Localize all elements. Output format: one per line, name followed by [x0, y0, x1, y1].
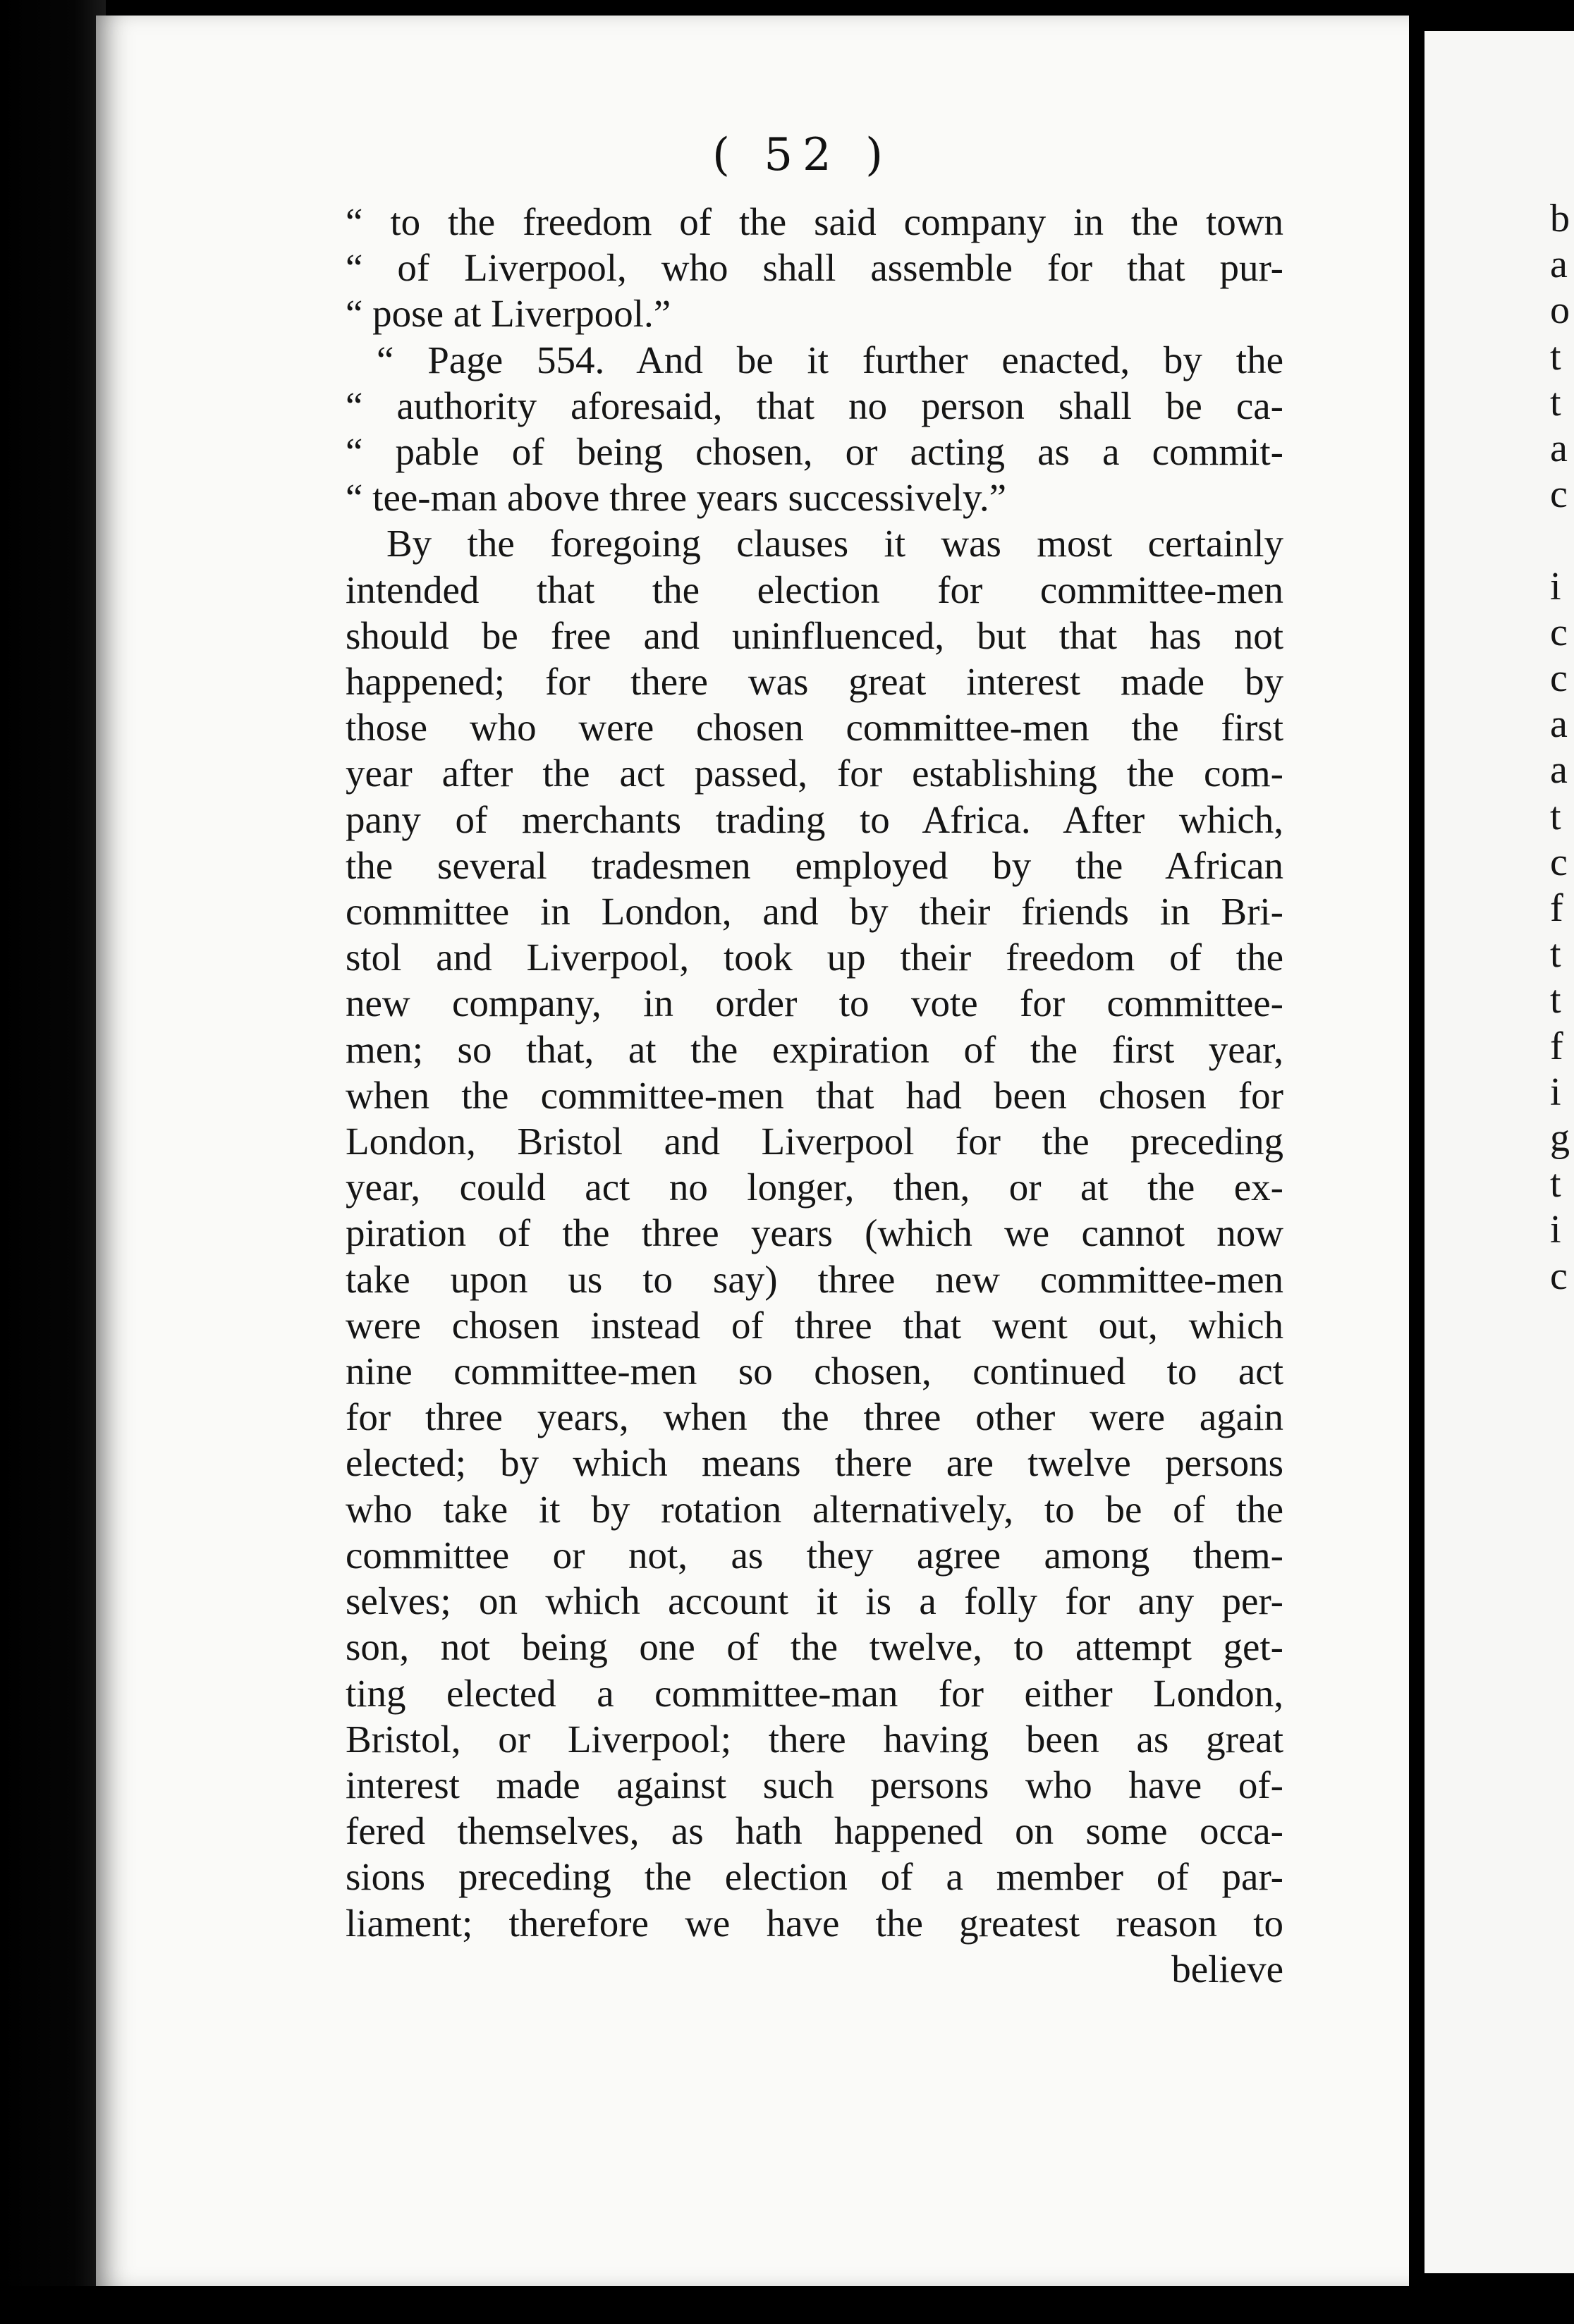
text-line: selves; on which account it is a folly for any per- [346, 1579, 1283, 1623]
page-number-heading: ( 52 ) [712, 129, 893, 181]
page-gutter [1409, 0, 1424, 2324]
text-line: pany of merchants trading to Africa. After which, [346, 797, 1283, 841]
text-line: son, not being one of the twelve, to attempt get- [346, 1625, 1283, 1669]
facing-page-letter: f [1550, 886, 1563, 930]
text-line: men; so that, at the expiration of the first year, [346, 1027, 1283, 1071]
text-line: year, could act no longer, then, or at the ex- [346, 1166, 1283, 1209]
facing-page-letter: o [1550, 288, 1570, 333]
text-line: fered themselves, as hath happened on some occa- [346, 1809, 1283, 1853]
text-line: take upon us to say) three new committee-men [346, 1257, 1283, 1301]
facing-page-letter: i [1550, 564, 1561, 608]
facing-page-letter: i [1550, 1208, 1561, 1252]
text-line: London, Bristol and Liverpool for the preceding [346, 1120, 1283, 1163]
text-line: “ Page 554. And be it further enacted, by the [377, 338, 1283, 381]
text-line: were chosen instead of three that went out, which [346, 1303, 1283, 1347]
book-spine-shadow [0, 0, 106, 2324]
text-line: Bristol, or Liverpool; there having been as great [346, 1717, 1283, 1761]
text-line: By the foregoing clauses it was most certainly [386, 522, 1283, 565]
facing-page-letter: c [1550, 840, 1568, 884]
facing-page-letter: c [1550, 656, 1568, 700]
text-line: “ authority aforesaid, that no person shall be ca- [346, 384, 1283, 427]
facing-page-letter: t [1550, 380, 1561, 424]
facing-page-letter: i [1550, 1070, 1561, 1114]
text-line: who take it by rotation alternatively, to be of the [346, 1487, 1283, 1531]
facing-page-letter: f [1550, 1024, 1563, 1068]
text-line: liament; therefore we have the greatest reason to [346, 1901, 1283, 1945]
text-line: “ pable of being chosen, or acting as a commit- [346, 430, 1283, 474]
facing-page-letter: t [1550, 794, 1561, 838]
facing-page-letter: t [1550, 978, 1561, 1022]
facing-page-letter: t [1550, 1162, 1561, 1206]
text-line: sions preceding the election of a member of par- [346, 1855, 1283, 1899]
facing-page-letter: c [1550, 610, 1568, 654]
facing-page-letter: c [1550, 1254, 1568, 1298]
text-line: the several tradesmen employed by the African [346, 843, 1283, 887]
text-line: committee or not, as they agree among them- [346, 1533, 1283, 1577]
facing-page-letter: a [1550, 748, 1568, 793]
facing-page-letter: a [1550, 702, 1568, 747]
scan-bottom-border [0, 2286, 1574, 2324]
facing-page-letter: a [1550, 243, 1568, 287]
facing-page-letter: g [1550, 1116, 1570, 1160]
text-line: should be free and uninfluenced, but that has not [346, 613, 1283, 657]
text-line: ting elected a committee-man for either London, [346, 1671, 1283, 1715]
facing-page-letter: t [1550, 932, 1561, 977]
text-line: elected; by which means there are twelve persons [346, 1441, 1283, 1485]
facing-page-letter: a [1550, 427, 1568, 470]
text-line: “ pose at Liverpool.” [346, 292, 671, 336]
page-body-text [346, 199, 1283, 1992]
text-line: new company, in order to vote for committee- [346, 981, 1283, 1025]
text-line: “ tee-man above three years successively.” [346, 476, 1007, 520]
text-line: for three years, when the three other were again [346, 1395, 1283, 1439]
text-line: committee in London, and by their friends in Bri- [346, 890, 1283, 934]
text-line: “ of Liverpool, who shall assemble for that pur- [346, 246, 1283, 290]
text-line: when the committee-men that had been chosen for [346, 1073, 1283, 1117]
text-line: “ to the freedom of the said company in the town [346, 200, 1283, 243]
facing-page-letter: t [1550, 334, 1561, 379]
text-line: intended that the election for committee-men [346, 568, 1283, 611]
text-line: piration of the three years (which we cannot now [346, 1211, 1283, 1255]
catchword: believe [1171, 1947, 1283, 1990]
facing-page-letter: b [1550, 197, 1570, 240]
text-line: nine committee-men so chosen, continued to act [346, 1350, 1283, 1393]
facing-page-letter: c [1550, 472, 1568, 517]
text-line: stol and Liverpool, took up their freedom of the [346, 936, 1283, 979]
text-line: year after the act passed, for establishing the com- [346, 752, 1283, 795]
text-line: happened; for there was great interest made by [346, 660, 1283, 704]
text-line: those who were chosen committee-men the first [346, 706, 1283, 750]
text-line: interest made against such persons who have of- [346, 1763, 1283, 1806]
